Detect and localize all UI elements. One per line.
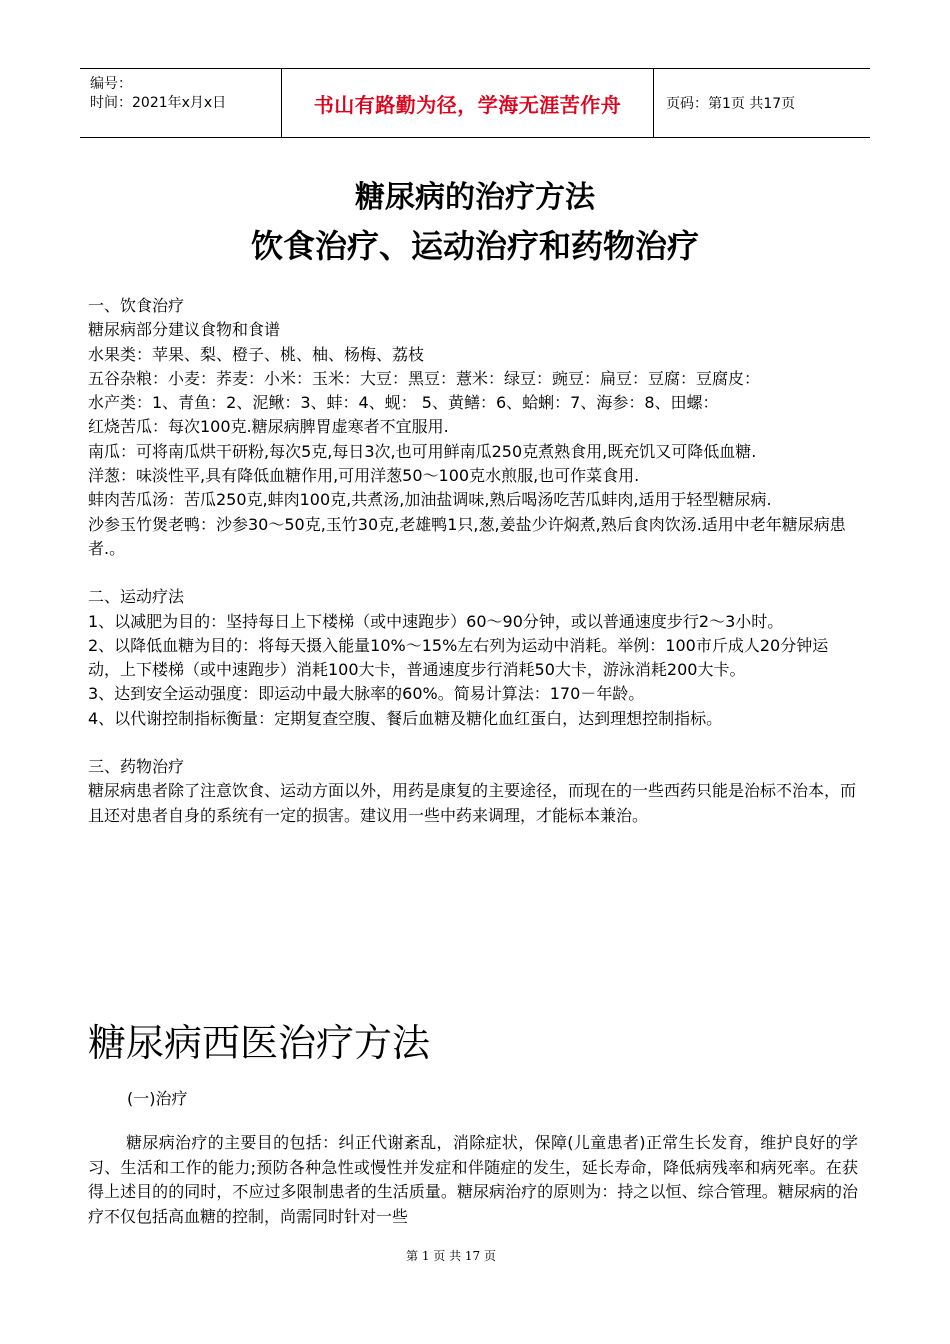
text-line: 沙参玉竹煲老鸭：沙参30～50克,玉竹30克,老雄鸭1只,葱,姜盐少许焖煮,熟后食肉饮汤.适用中老年糖尿病患者.。 <box>88 514 846 558</box>
main-content <box>88 294 858 828</box>
header-page-info: 页码：第1页 共17页 <box>666 96 796 112</box>
paragraph-text: 糖尿病治疗的主要目的包括：纠正代谢紊乱，消除症状，保障(儿童患者)正常生长发育，维护良好的学习、生活和工作的能力;预防各种急性或慢性并发症和伴随症的发生，延长寿命，降低病残率和病死率。在获得上述目的的同时，不应过多限制患者的生活质量。糖尿病治疗的原则为：持之以恒、综合管理。糖尿病的治疗不仅包括高血糖的控制，尚需同时针对一些 <box>88 1133 858 1226</box>
text-line: 3、达到安全运动强度：即运动中最大脉率的60%。简易计算法：170－年龄。 <box>88 684 645 704</box>
spacer <box>88 561 858 585</box>
text-line: 南瓜：可将南瓜烘干研粉,每次5克,每日3次,也可用鲜南瓜250克煮熟食用,既充饥又可降低血糖. <box>88 441 757 461</box>
text-line: 糖尿病患者除了注意饮食、运动方面以外，用药是康复的主要途径，而现在的一些西药只能是治标不治本，而且还对患者自身的系统有一定的损害。建议用一些中药来调理，才能标本兼治。 <box>88 781 857 825</box>
text-line: 洋葱：味淡性平,具有降低血糖作用,可用洋葱50～100克水煎服,也可作菜食用. <box>88 466 640 486</box>
section-heading-medication: 三、药物治疗 <box>88 757 185 777</box>
western-subheading: (一)治疗 <box>127 1089 188 1108</box>
section-heading-exercise: 二、运动疗法 <box>88 587 185 607</box>
text-line: 水果类：苹果、梨、橙子、桃、柚、杨梅、荔枝 <box>88 344 425 364</box>
text-line: 糖尿病部分建议食物和食谱 <box>88 320 281 340</box>
western-paragraph <box>88 1131 858 1229</box>
section-heading-diet: 一、饮食治疗 <box>88 296 185 315</box>
text-line: 水产类：1、青鱼：2、泥鳅：3、蚌：4、蚬： 5、黄鳝：6、蛤蜊：7、海参：8、田螺： <box>88 393 719 413</box>
spacer <box>88 731 858 755</box>
header-page-cell <box>654 69 870 137</box>
text-line: 2、以降低血糖为目的：将每天摄入能量10%～15%左右列为运动中消耗。举例：100市斤成人20分钟运动，上下楼梯（或中速跑步）消耗100大卡，普通速度步行消耗50大卡，游泳消耗200大卡。 <box>88 635 829 680</box>
text-line: 红烧苦瓜：每次100克.糖尿病脾胃虚寒者不宜服用. <box>88 417 449 437</box>
document-title: 糖尿病的治疗方法 <box>355 180 595 215</box>
text-line: 五谷杂粮：小麦：荞麦：小米：玉米：大豆：黑豆：薏米：绿豆：豌豆：扁豆：豆腐：豆腐皮： <box>88 368 761 388</box>
western-heading: 糖尿病西医治疗方法 <box>88 1021 431 1065</box>
header-number-label: 编号： <box>90 76 132 92</box>
text-line: 1、以减肥为目的：坚持每日上下楼梯（或中速跑步）60～90分钟，或以普通速度步行2～3小时。 <box>88 611 784 631</box>
page-footer: 第 1 页 共 17 页 <box>406 1249 496 1263</box>
header-meta-cell <box>80 69 282 137</box>
text-line: 蚌肉苦瓜汤：苦瓜250克,蚌肉100克,共煮汤,加油盐调味,熟后喝汤吃苦瓜蚌肉,适用于轻型糖尿病. <box>88 490 772 510</box>
document-header <box>80 68 870 138</box>
header-time-label: 时间：2021年x月x日 <box>90 95 227 111</box>
document-subtitle: 饮食治疗、运动治疗和药物治疗 <box>250 227 699 265</box>
header-motto-cell <box>282 69 654 137</box>
text-line: 4、以代谢控制指标衡量：定期复查空腹、餐后血糖及糖化血红蛋白，达到理想控制指标。 <box>88 708 723 728</box>
header-motto: 书山有路勤为径，学海无涯苦作舟 <box>313 92 622 117</box>
